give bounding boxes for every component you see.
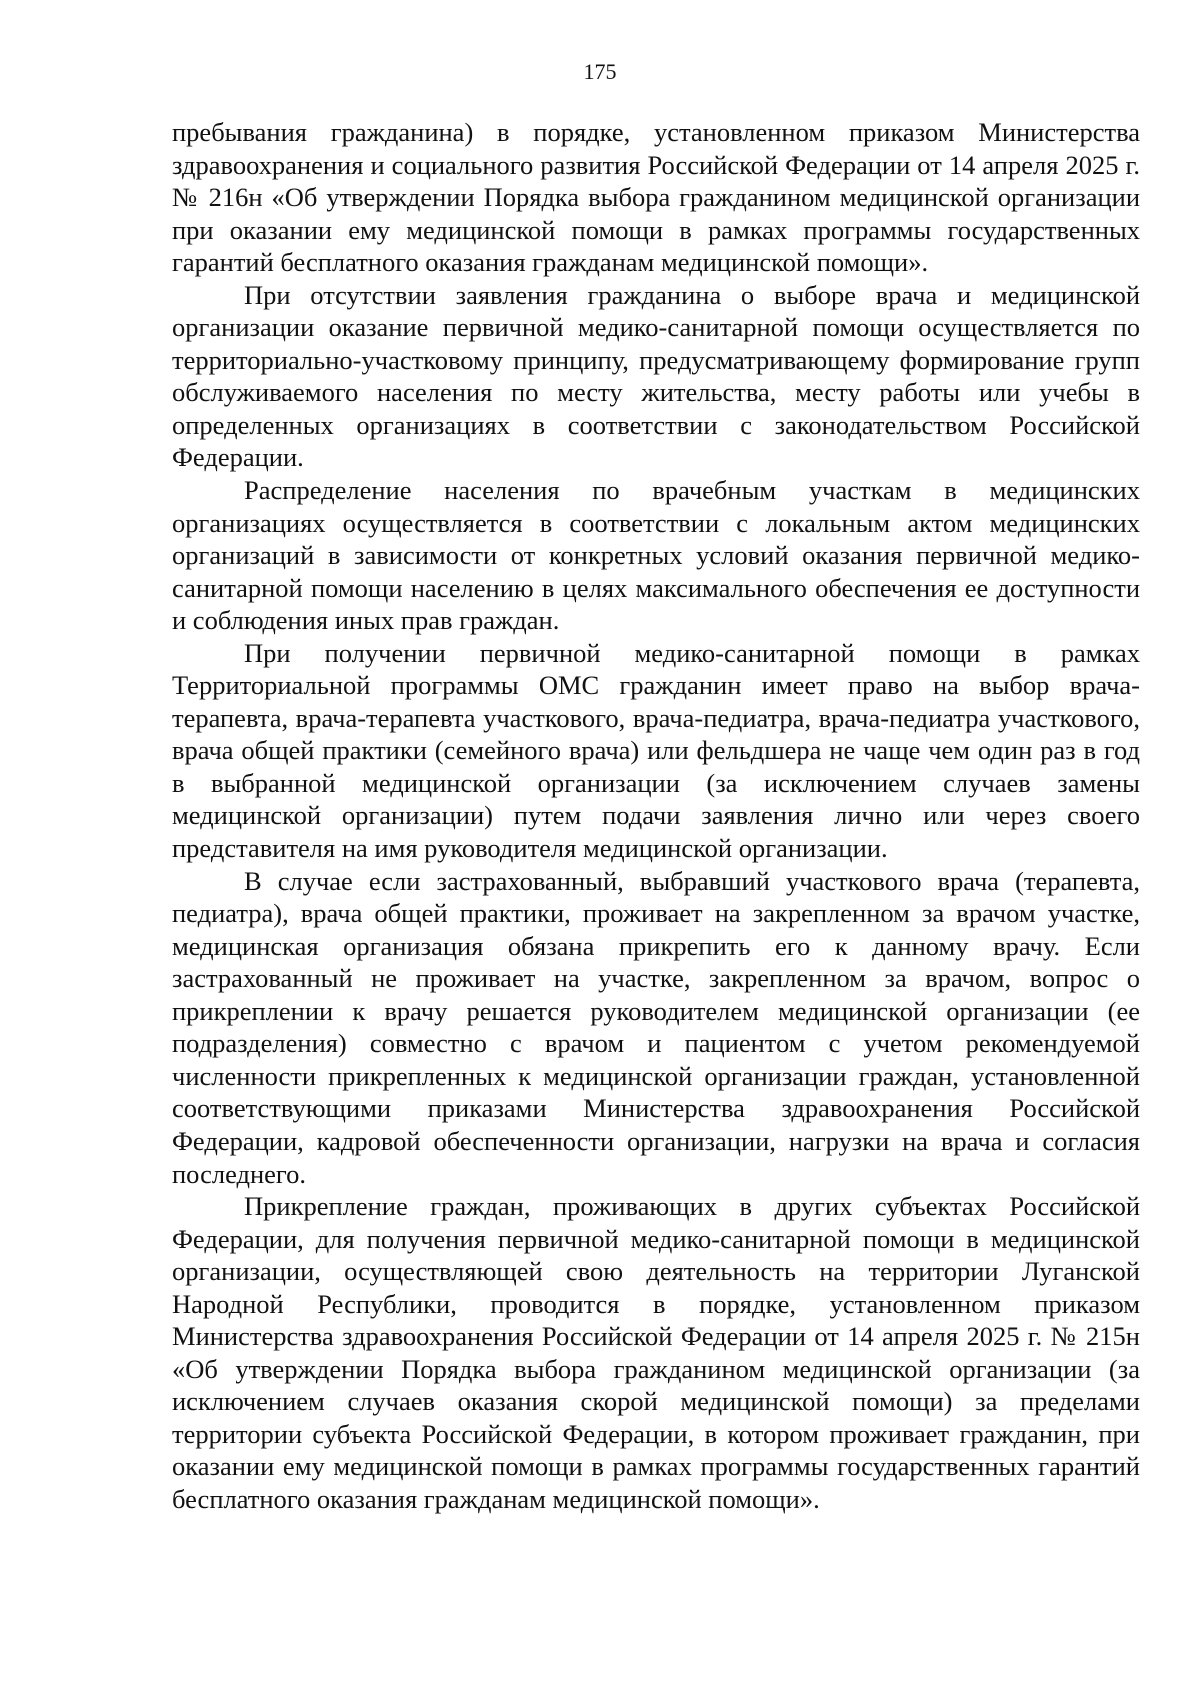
- paragraph-doctor-choice-absence: При отсутствии заявления гражданина о выборе врача и медицинской организации оказание первичной медико-санитарной помощи осуществляется по территориально-участковому принципу, предусматривающему формирование групп обслуживаемого населения по месту жительства, месту работы или учебы в определенных организациях в соответствии с законодательством Российской Федерации.: [172, 279, 1140, 473]
- document-body: [172, 116, 1140, 1516]
- paragraph-population-distribution: Распределение населения по врачебным участкам в медицинских организациях осуществляется в соответствии с локальным актом медицинских организаций в зависимости от конкретных условий оказания первичной медико-санитарной помощи населению в целях максимального обеспечения ее доступности и соблюдения иных прав граждан.: [172, 475, 1140, 636]
- paragraph-other-regions-attachment: Прикрепление граждан, проживающих в других субъектах Российской Федерации, для получения первичной медико-санитарной помощи в медицинской организации, осуществляющей свою деятельность на территории Луганской Народной Республики, проводится в порядке, установленном приказом Министерства здравоохранения Российской Федерации от 14 апреля 2025 г. № 215н «Об утверждении Порядка выбора гражданином медицинской организации (за исключением случаев оказания скорой медицинской помощи) за пределами территории субъекта Российской Федерации, в котором проживает гражданин, при оказании ему медицинской помощи в рамках программы государственных гарантий бесплатного оказания гражданам медицинской помощи».: [172, 1191, 1140, 1514]
- paragraph-attachment-to-doctor: В случае если застрахованный, выбравший участкового врача (терапевта, педиатра), врача общей практики, проживает на закрепленном за врачом участке, медицинская организация обязана прикрепить его к данному врачу. Если застрахованный не проживает на участке, закрепленном за врачом, вопрос о прикреплении к врачу решается руководителем медицинской организации (ее подразделения) совместно с врачом и пациентом с учетом рекомендуемой численности прикрепленных к медицинской организации граждан, установленной соответствующими приказами Министерства здравоохранения Российской Федерации, кадровой обеспеченности организации, нагрузки на врача и согласия последнего.: [172, 865, 1140, 1189]
- paragraph-right-to-choose-doctor: При получении первичной медико-санитарной помощи в рамках Территориальной программы ОМС гражданин имеет право на выбор врача-терапевта, врача-терапевта участкового, врача-педиатра, врача-педиатра участкового, врача общей практики (семейного врача) или фельдшера не чаще чем один раз в год в выбранной медицинской организации (за исключением случаев замены медицинской организации) путем подачи заявления лично или через своего представителя на имя руководителя медицинской организации.: [172, 637, 1140, 864]
- paragraph-continuation: пребывания гражданина) в порядке, установленном приказом Министерства здравоохранения и социального развития Российской Федерации от 14 апреля 2025 г. № 216н «Об утверждении Порядка выбора гражданином медицинской организации при оказании ему медицинской помощи в рамках программы государственных гарантий бесплатного оказания гражданам медицинской помощи».: [172, 117, 1140, 278]
- page-number: 175: [583, 59, 617, 84]
